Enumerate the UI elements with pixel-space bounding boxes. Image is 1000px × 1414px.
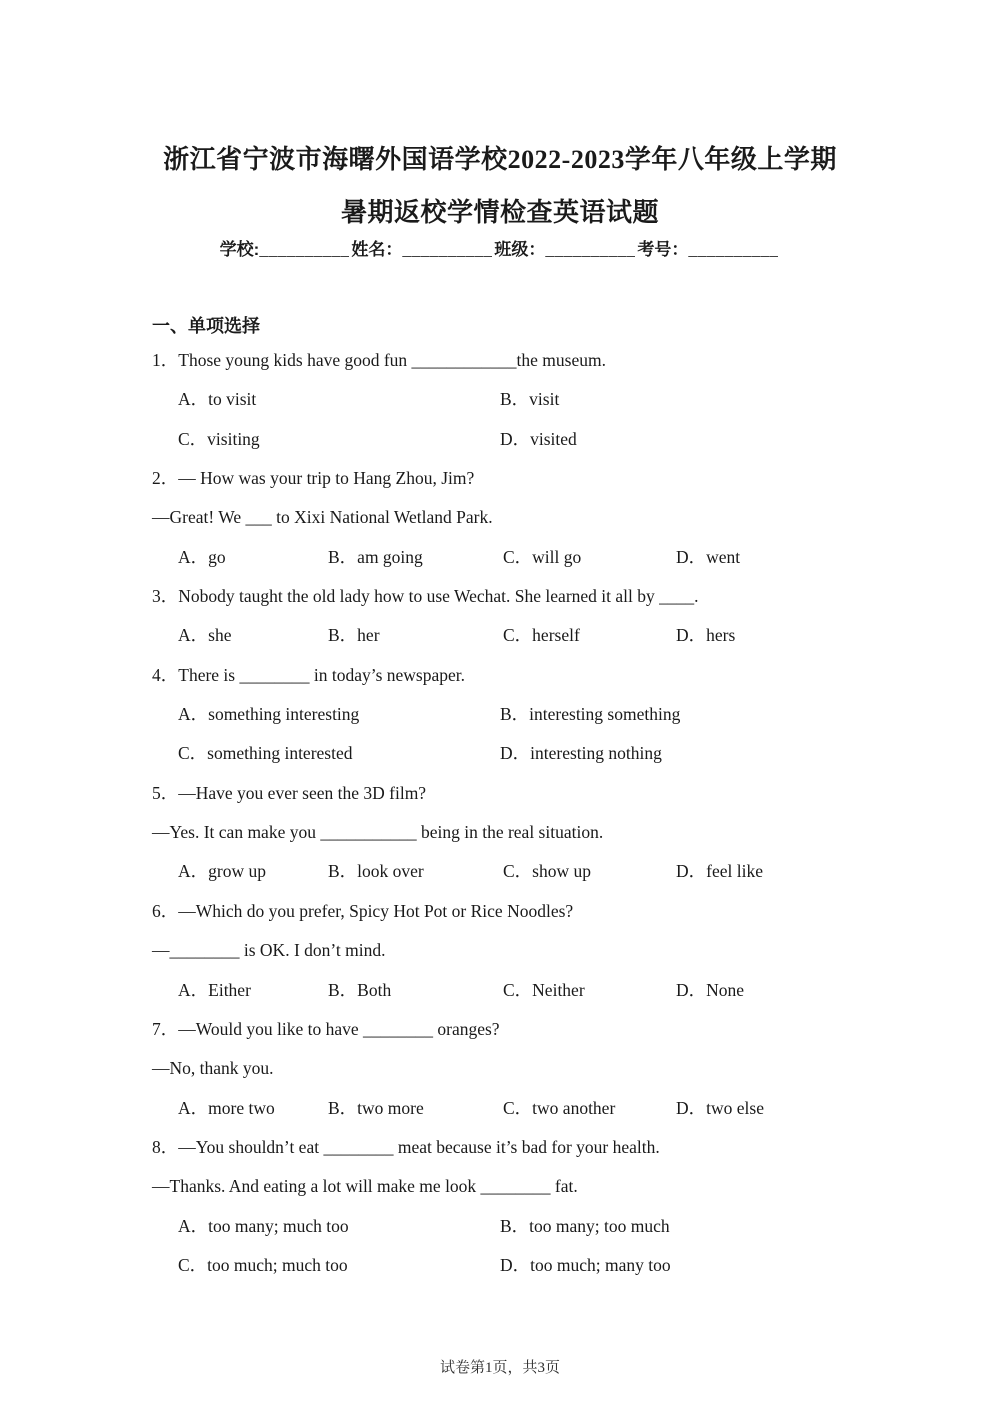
question-1-option-c: C．visiting (178, 428, 260, 449)
question-7-reply: —No, thank you. (152, 1058, 274, 1079)
question-2-option-a: A．go (178, 546, 226, 567)
question-6-reply: —________ is OK. I don’t mind. (152, 940, 386, 961)
question-6-option-c: C．Neither (503, 979, 585, 1000)
class-label: 班级： (494, 240, 546, 259)
question-5-option-b: B．look over (328, 861, 424, 882)
question-7-option-b: B．two more (328, 1097, 424, 1118)
question-2-reply: —Great! We ___ to Xixi National Wetland Park. (152, 507, 493, 528)
question-5-options-row (152, 852, 940, 891)
question-6-option-b: B．Both (328, 979, 392, 1000)
page-footer: 试卷第1页，共3页 (439, 1360, 560, 1376)
question-8-reply: —Thanks. And eating a lot will make me look ________ fat. (152, 1176, 578, 1197)
question-3-option-b: B．her (328, 625, 380, 646)
question-4-stem: 4．There is ________ in today’s newspaper. (152, 664, 466, 685)
question-6-option-a: A．Either (178, 979, 251, 1000)
question-2 (152, 459, 940, 577)
exam-number-blank: __________ (688, 240, 779, 259)
question-4-option-d: D．interesting nothing (500, 743, 662, 764)
exam-number-label: 考号： (637, 240, 689, 259)
question-2-stem: 2．— How was your trip to Hang Zhou, Jim? (152, 468, 475, 489)
question-1-options-row-2 (152, 420, 940, 459)
question-3-stem: 3．Nobody taught the old lady how to use Wechat. She learned it all by ____. (152, 586, 699, 607)
question-8-option-c: C．too much; much too (178, 1254, 348, 1275)
question-7 (152, 1010, 940, 1128)
question-5-stem: 5．—Have you ever seen the 3D film? (152, 782, 427, 803)
exam-header (0, 0, 1000, 262)
question-6-options-row (152, 971, 940, 1010)
question-8-option-d: D．too much; many too (500, 1254, 671, 1275)
name-label: 姓名： (351, 240, 403, 259)
question-8-options-row-2 (152, 1246, 940, 1285)
school-label: 学校: (219, 240, 260, 259)
question-2-option-d: D．went (676, 546, 741, 567)
question-2-option-b: B．am going (328, 546, 423, 567)
question-3 (152, 577, 940, 656)
question-3-option-d: D．hers (676, 625, 736, 646)
question-7-option-d: D．two else (676, 1097, 764, 1118)
question-1-stem: 1．Those young kids have good fun ____________the museum. (152, 350, 606, 370)
question-8 (152, 1128, 940, 1285)
question-1-options-row-1 (152, 380, 940, 419)
question-5-option-c: C．show up (503, 861, 591, 882)
question-3-options-row (152, 616, 940, 655)
question-1-option-b: B．visit (500, 389, 560, 410)
question-4-option-b: B．interesting something (500, 704, 681, 725)
question-7-stem: 7．—Would you like to have ________ oranges? (152, 1018, 500, 1039)
question-4-options-row-1 (152, 695, 940, 734)
question-6 (152, 892, 940, 1010)
question-8-option-b: B．too many; too much (500, 1215, 670, 1236)
name-blank: __________ (402, 240, 493, 259)
question-5-option-d: D．feel like (676, 861, 763, 882)
question-7-options-row (152, 1089, 940, 1128)
question-4-options-row-2 (152, 734, 940, 773)
exam-title-line1: 浙江省宁波市海曙外国语学校2022-2023学年八年级上学期 (163, 145, 837, 174)
question-3-option-a: A．she (178, 625, 232, 646)
exam-title-line2: 暑期返校学情检查英语试题 (340, 198, 659, 227)
question-2-option-c: C．will go (503, 546, 582, 567)
questions-list (152, 341, 940, 1285)
question-8-stem: 8．—You shouldn’t eat ________ meat because it’s bad for your health. (152, 1136, 660, 1157)
question-1-option-d: D．visited (500, 428, 577, 449)
question-8-options-row-1 (152, 1207, 940, 1246)
question-6-option-d: D．None (676, 979, 745, 1000)
question-8-option-a: A．too many; much too (178, 1215, 349, 1236)
question-4-option-a: A．something interesting (178, 704, 360, 725)
question-5-reply: —Yes. It can make you ___________ being in the real situation. (152, 822, 604, 843)
student-info-line (0, 237, 1000, 262)
question-6-stem: 6．—Which do you prefer, Spicy Hot Pot or Rice Noodles? (152, 900, 574, 921)
section-heading-multiple-choice: 一、单项选择 (152, 316, 260, 336)
question-1-option-a: A．to visit (178, 389, 257, 410)
question-7-option-a: A．more two (178, 1097, 275, 1118)
question-4-option-c: C．something interested (178, 743, 353, 764)
class-blank: __________ (545, 240, 636, 259)
question-1 (152, 341, 940, 459)
question-7-option-c: C．two another (503, 1097, 616, 1118)
question-2-options-row (152, 538, 940, 577)
question-3-option-c: C．herself (503, 625, 580, 646)
question-5-option-a: A．grow up (178, 861, 266, 882)
question-4 (152, 656, 940, 774)
question-5 (152, 774, 940, 892)
school-blank: __________ (259, 240, 350, 259)
